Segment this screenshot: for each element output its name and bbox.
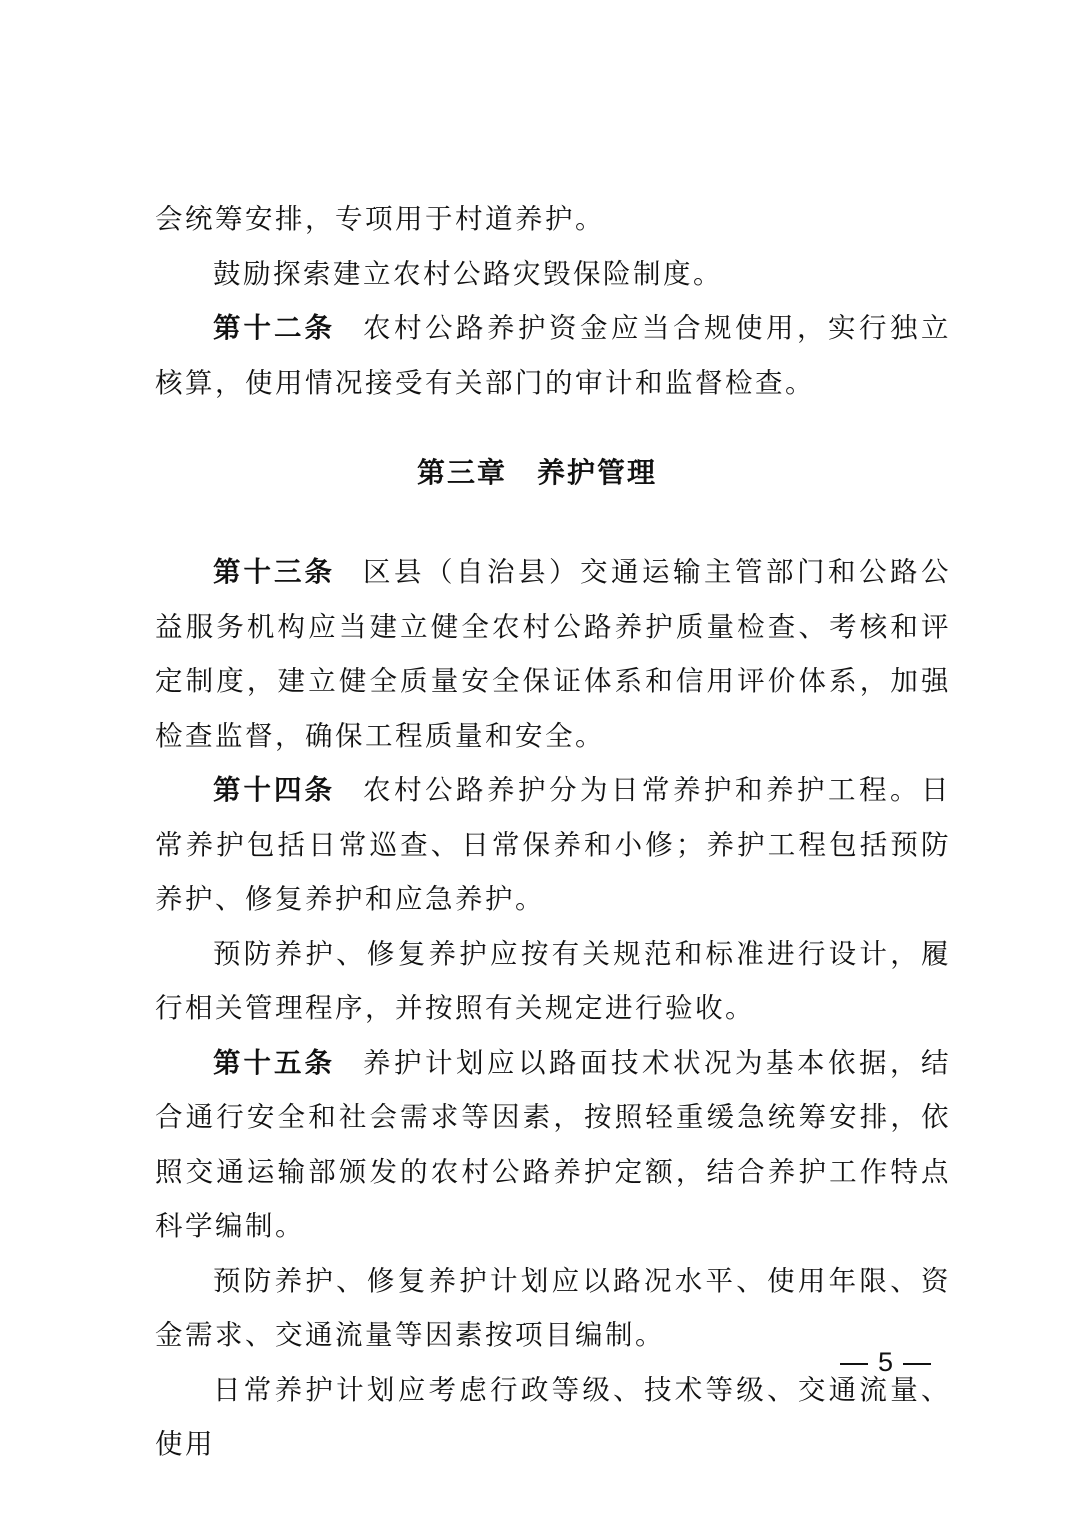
page-number: 5 [830,1342,941,1382]
article-15-number: 第十五条 [213,1046,335,1079]
body-text-main [155,545,951,1472]
article-13: 第十三条 区县（自治县）交通运输主管部门和公路公益服务机构应当建立健全农村公路养护质量检查、考核和评定制度，建立健全质量安全保证体系和信用评价体系，加强检查监督，确保工程质量和安全。 [155,556,951,752]
page-number-dash-right [903,1363,931,1365]
article-12-number: 第十二条 [213,312,335,344]
article-15-paragraph-3: 日常养护计划应考虑行政等级、技术等级、交通流量、使用 [155,1373,951,1460]
paragraph-continuation: 会统筹安排，专项用于村道养护。 [155,203,605,235]
article-15-paragraph-2: 预防养护、修复养护计划应以路况水平、使用年限、资金需求、交通流量等因素按项目编制。 [155,1264,951,1351]
chapter-number: 第三章 [416,456,507,489]
article-15: 第十五条 养护计划应以路面技术状况为基本依据，结合通行安全和社会需求等因素，按照轻重缓急统筹安排，依照交通运输部颁发的农村公路养护定额，结合养护工作特点科学编制。 [155,1046,951,1242]
article-14-number: 第十四条 [213,774,335,806]
paragraph-insurance: 鼓励探索建立农村公路灾毁保险制度。 [213,257,723,290]
article-13-number: 第十三条 [213,556,335,588]
chapter-title: 养护管理 [537,456,658,489]
article-14-paragraph-2: 预防养护、修复养护应按有关规范和标准进行设计，履行相关管理程序，并按照有关规定进行验收。 [155,937,951,1024]
article-14: 第十四条 农村公路养护分为日常养护和养护工程。日常养护包括日常巡查、日常保养和小修；养护工程包括预防养护、修复养护和应急养护。 [155,774,951,915]
chapter-heading [0,448,1074,498]
article-12: 第十二条 农村公路养护资金应当合规使用，实行独立核算，使用情况接受有关部门的审计和监督检查。 [155,312,951,399]
body-text-top [155,192,951,410]
page-number-dash-left [840,1363,868,1365]
